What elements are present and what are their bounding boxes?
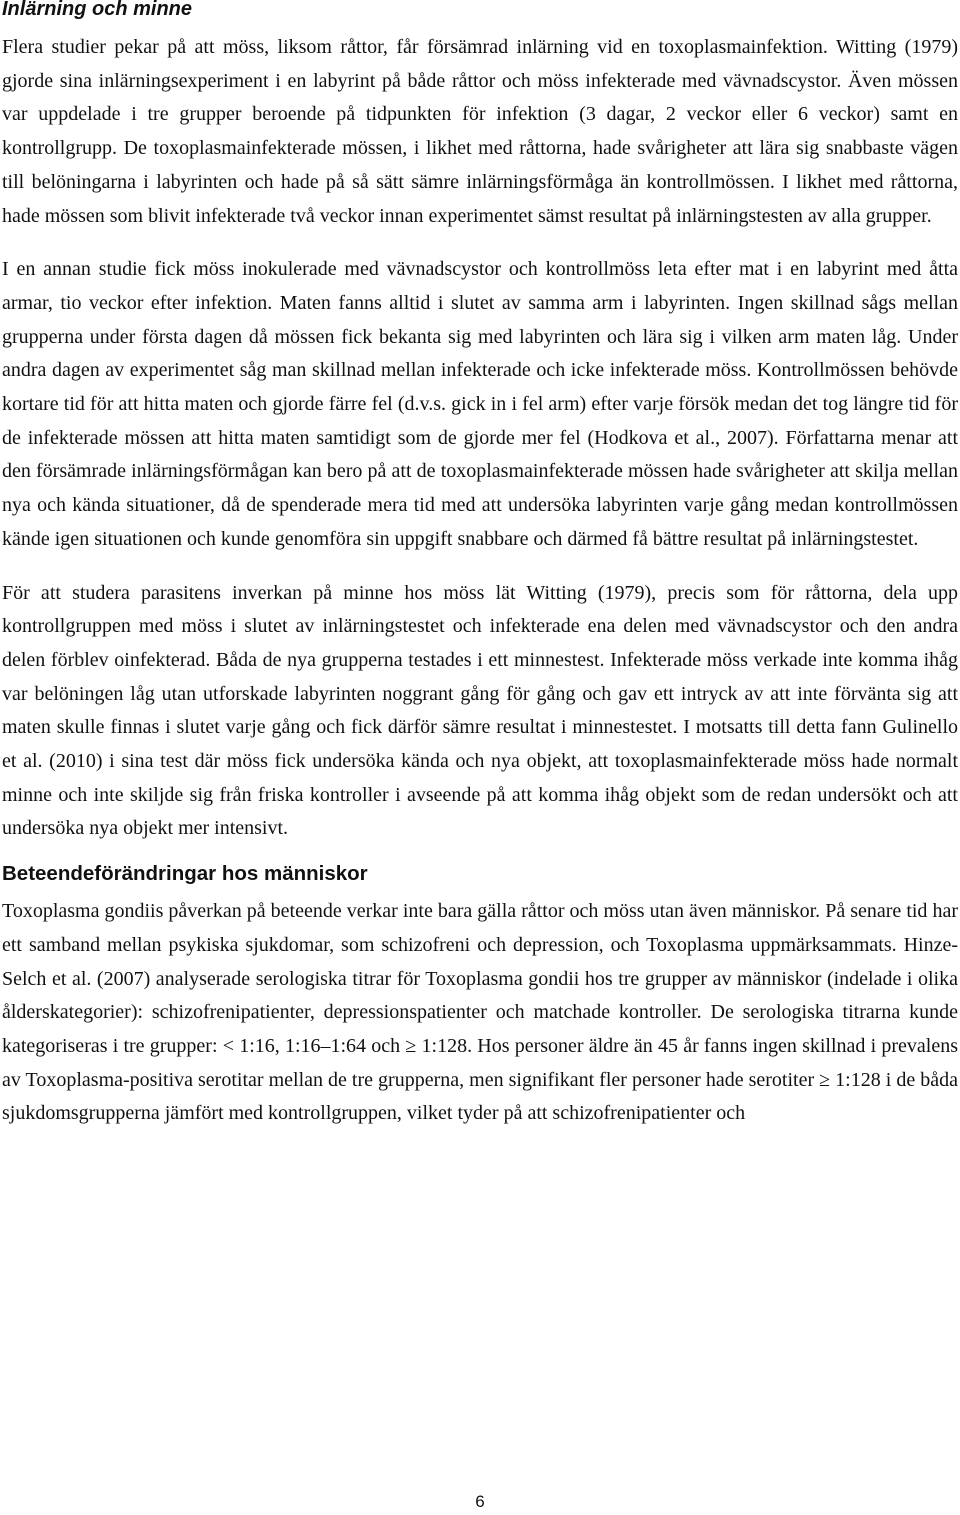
section-heading-human-behavior: Beteendeförändringar hos människor <box>2 862 368 886</box>
section-heading-learning-memory: Inlärning och minne <box>2 0 193 20</box>
page-number: 6 <box>475 1492 485 1511</box>
paragraph-learning-2: I en annan studie fick möss inokulerade med vävnadscystor och kontrollmöss leta efter mat i en labyrint med åtta armar, tio veckor efter infektion. Maten fanns alltid i slutet av samma arm i labyrinten. Ingen skillnad sågs mellan grupperna under första dagen då mössen fick bekanta sig med labyrinten och lära sig i vilken arm maten låg. Under andra dagen av experimentet såg man skillnad mellan infekterade och icke infekterade möss. Kontrollmössen behövde kortare tid för att hitta maten och gjorde färre fel (d.v.s. gick in i fel arm) efter varje försök medan det tog längre tid för de infekterade mössen att hitta maten samtidigt som de gjorde mer fel (Hodkova et al., 2007). Författarna menar att den försämrade inlärningsförmågan kan bero på att de toxoplasmainfekterade mössen hade svårigheter att skilja mellan nya och kända situationer, då de spenderade mera tid med att undersöka labyrinten varje gång medan kontrollmössen kände igen situationen och kunde genomföra sin uppgift snabbare och därmed få bättre resultat på inlärningstestet. <box>2 258 958 550</box>
paragraph-human-behavior-1: Toxoplasma gondiis påverkan på beteende verkar inte bara gälla råttor och möss utan även människor. På senare tid har ett samband mellan psykiska sjukdomar, som schizofreni och depression, och Toxoplasma uppmärksammats. Hinze-Selch et al. (2007) analyserade serologiska titrar för Toxoplasma gondii hos tre grupper av människor (indelade i olika ålderskategorier): schizofrenipatienter, depressionspatienter och matchade kontroller. De serologiska titrarna kunde kategoriseras i tre grupper: < 1:16, 1:16–1:64 och ≥ 1:128. Hos personer äldre än 45 år fanns ingen skillnad i prevalens av Toxoplasma-positiva serotitar mellan de tre grupperna, men signifikant fler personer hade serotiter ≥ 1:128 i de båda sjukdomsgrupperna jämfört med kontrollgruppen, vilket tyder på att schizofrenipatienter och <box>2 900 958 1125</box>
paragraph-learning-1: Flera studier pekar på att möss, liksom råttor, får försämrad inlärning vid en toxoplasmainfektion. Witting (1979) gjorde sina inlärningsexperiment i en labyrint på både råttor och möss infekterade med vävnadscystor. Även mössen var uppdelade i tre grupper beroende på tidpunkten för infektion (3 dagar, 2 veckor eller 6 veckor) samt en kontrollgrupp. De toxoplasmainfekterade mössen, i likhet med råttorna, hade svårigheter att lära sig snabbaste vägen till belöningarna i labyrinten och hade på så sätt sämre inlärningsförmåga än kontrollmössen. I likhet med råttorna, hade mössen som blivit infekterade två veckor innan experimentet sämst resultat på inlärningstesten av alla grupper. <box>2 36 958 227</box>
paragraph-memory-3: För att studera parasitens inverkan på minne hos möss lät Witting (1979), precis som för råttorna, dela upp kontrollgruppen med möss i slutet av inlärningstestet och infekterade ena delen med vävnadscystor och den andra delen förblev oinfekterad. Båda de nya grupperna testades i ett minnestest. Infekterade möss verkade inte komma ihåg var belöningen låg utan utforskade labyrinten noggrant gång för gång och gav ett intryck av att inte förvänta sig att maten skulle finnas i slutet varje gång och fick därför sämre resultat i minnestestet. I motsatts till detta fann Gulinello et al. (2010) i sina test där möss fick undersöka kända och nya objekt, att toxoplasmainfekterade möss hade normalt minne och inte skiljde sig från friska kontroller i avseende på att komma ihåg objekt som de redan undersökt och att undersöka nya objekt mer intensivt. <box>2 581 958 840</box>
